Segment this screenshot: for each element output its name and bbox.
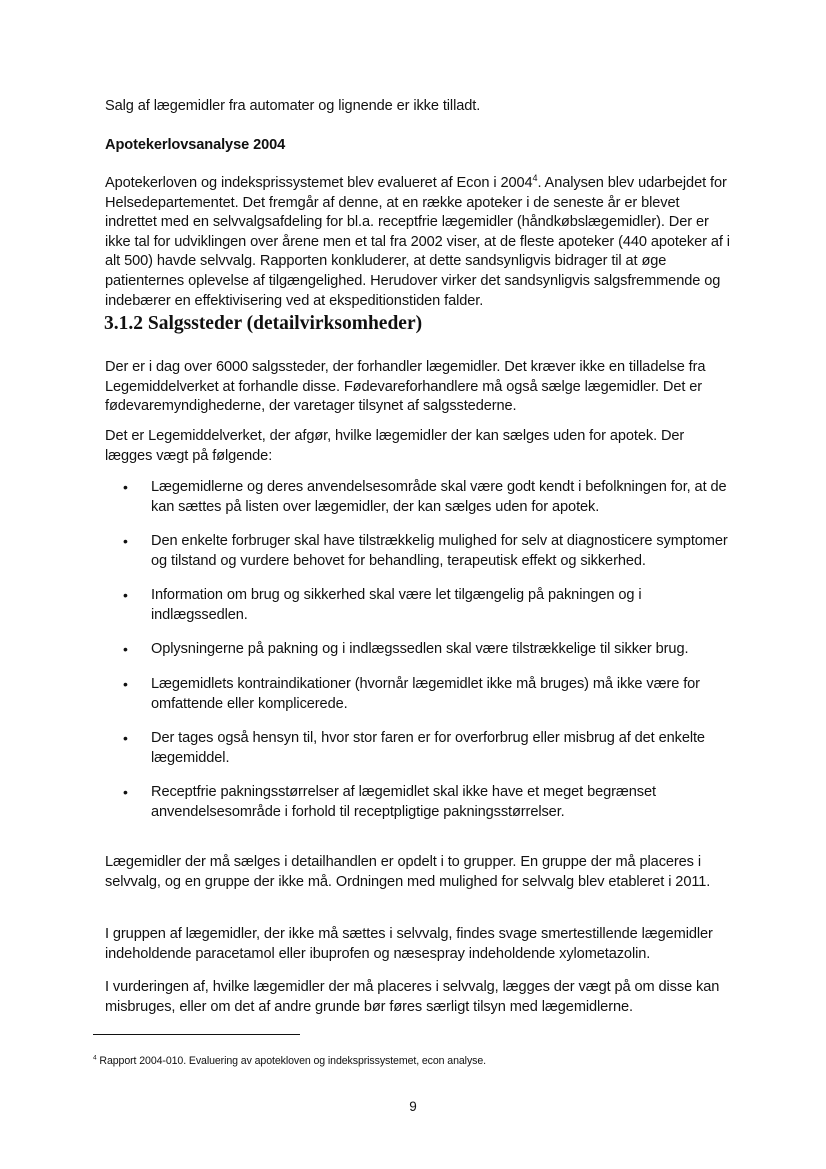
page-number: 9 [409, 1099, 417, 1114]
list-item-text: Oplysningerne på pakning og i indlægssedlen skal være tilstrækkelige til sikker brug. [151, 641, 689, 657]
list-item-text: Information om brug og sikkerhed skal være let tilgængelig på pakningen og i indlægssedlen. [151, 587, 642, 623]
section-heading: 3.1.2 Salgssteder (detailvirksomheder) [104, 313, 423, 334]
paragraph-vurdering: I vurderingen af, hvilke lægemidler der må placeres i selvvalg, lægges der vægt på om disse kan misbruges, eller om det af andre grunde bør føres særligt tilsyn med lægemidlerne. [105, 979, 720, 1015]
bullet-icon: • [123, 479, 128, 495]
analyse-paragraph-rest: . Analysen blev udarbejdet for Helsedepartementet. Det fremgår af denne, at en række apoteker i de seneste år er blevet indrettet med en selvvalgsafdeling for bl.a. receptfrie lægemidler (håndkøbslægemidler). Der er ikke tal for udviklingen over årene men et tal fra 2002 viser, at de fleste apoteker (440 apoteker af i alt 500) havde selvvalg. Rapporten konkluderer, at dette sandsynligvis bidrager til at øge patienternes oplevelse af tilgængelighed. Herudover virker det sandsynligvis salgsfremmende og indebærer en effektivisering ved at ekspeditionstiden falder. [105, 175, 730, 309]
analyse-paragraph [105, 174, 735, 311]
footnote-reference: 4 [532, 173, 538, 184]
footnote [93, 1054, 733, 1068]
footnote-marker: 4 [93, 1054, 97, 1062]
bullet-icon: • [123, 533, 128, 549]
bullet-icon: • [123, 587, 128, 603]
footnote-divider [93, 1034, 300, 1035]
bullet-icon: • [123, 730, 128, 746]
bullet-icon: • [123, 676, 128, 692]
analyse-paragraph-start: Apotekerloven og indeksprissystemet blev evalueret af Econ i 2004 [105, 175, 533, 191]
list-item-text: Den enkelte forbruger skal have tilstrækkelig mulighed for selv at diagnosticere symptomer og tilstand og vurdere behovet for behandling, terapeutisk effekt og sikkerhed. [151, 533, 728, 569]
list-item-text: Der tages også hensyn til, hvor stor faren er for overforbrug eller misbrug af det enkelte lægemiddel. [151, 730, 705, 766]
list-item-text: Lægemidlerne og deres anvendelsesområde skal være godt kendt i befolkningen for, at de kan sættes på listen over lægemidler, der kan sælges uden for apotek. [151, 479, 727, 515]
paragraph-ikke-selvvalg: I gruppen af lægemidler, der ikke må sættes i selvvalg, findes svage smertestillende lægemidler indeholdende paracetamol eller ibuprofen og næsespray indeholdende xylometazolin. [105, 926, 713, 962]
list-item-text: Receptfrie pakningsstørrelser af lægemidlet skal ikke have et meget begrænset anvendelsesområde i forhold til receptpligtige pakningsstørrelser. [151, 784, 656, 820]
paragraph-salgssteder: Der er i dag over 6000 salgssteder, der forhandler lægemidler. Det kræver ikke en tilladelse fra Legemiddelverket at forhandle disse. Fødevareforhandlere må også sælge lægemidler. Det er fødevaremyndighederne, der varetager tilsynet af salgsstederne. [105, 359, 706, 415]
intro-line: Salg af lægemidler fra automater og lignende er ikke tilladt. [105, 98, 481, 114]
list-item-text: Lægemidlets kontraindikationer (hvornår lægemidlet ikke må bruges) må ikke være for omfattende eller komplicerede. [151, 676, 700, 712]
footnote-text: Rapport 2004-010. Evaluering av apotekloven og indeksprissystemet, econ analyse. [96, 1054, 486, 1067]
bullet-icon: • [123, 784, 128, 800]
paragraph-legemiddelverket: Det er Legemiddelverket, der afgør, hvilke lægemidler der kan sælges uden for apotek. Der lægges vægt på følgende: [105, 428, 685, 464]
analyse-heading: Apotekerlovsanalyse 2004 [105, 137, 286, 153]
paragraph-grupper: Lægemidler der må sælges i detailhandlen er opdelt i to grupper. En gruppe der må placeres i selvvalg, og en gruppe der ikke må. Ordningen med mulighed for selvvalg blev etableret i 2011. [105, 854, 711, 890]
bullet-icon: • [123, 641, 128, 657]
